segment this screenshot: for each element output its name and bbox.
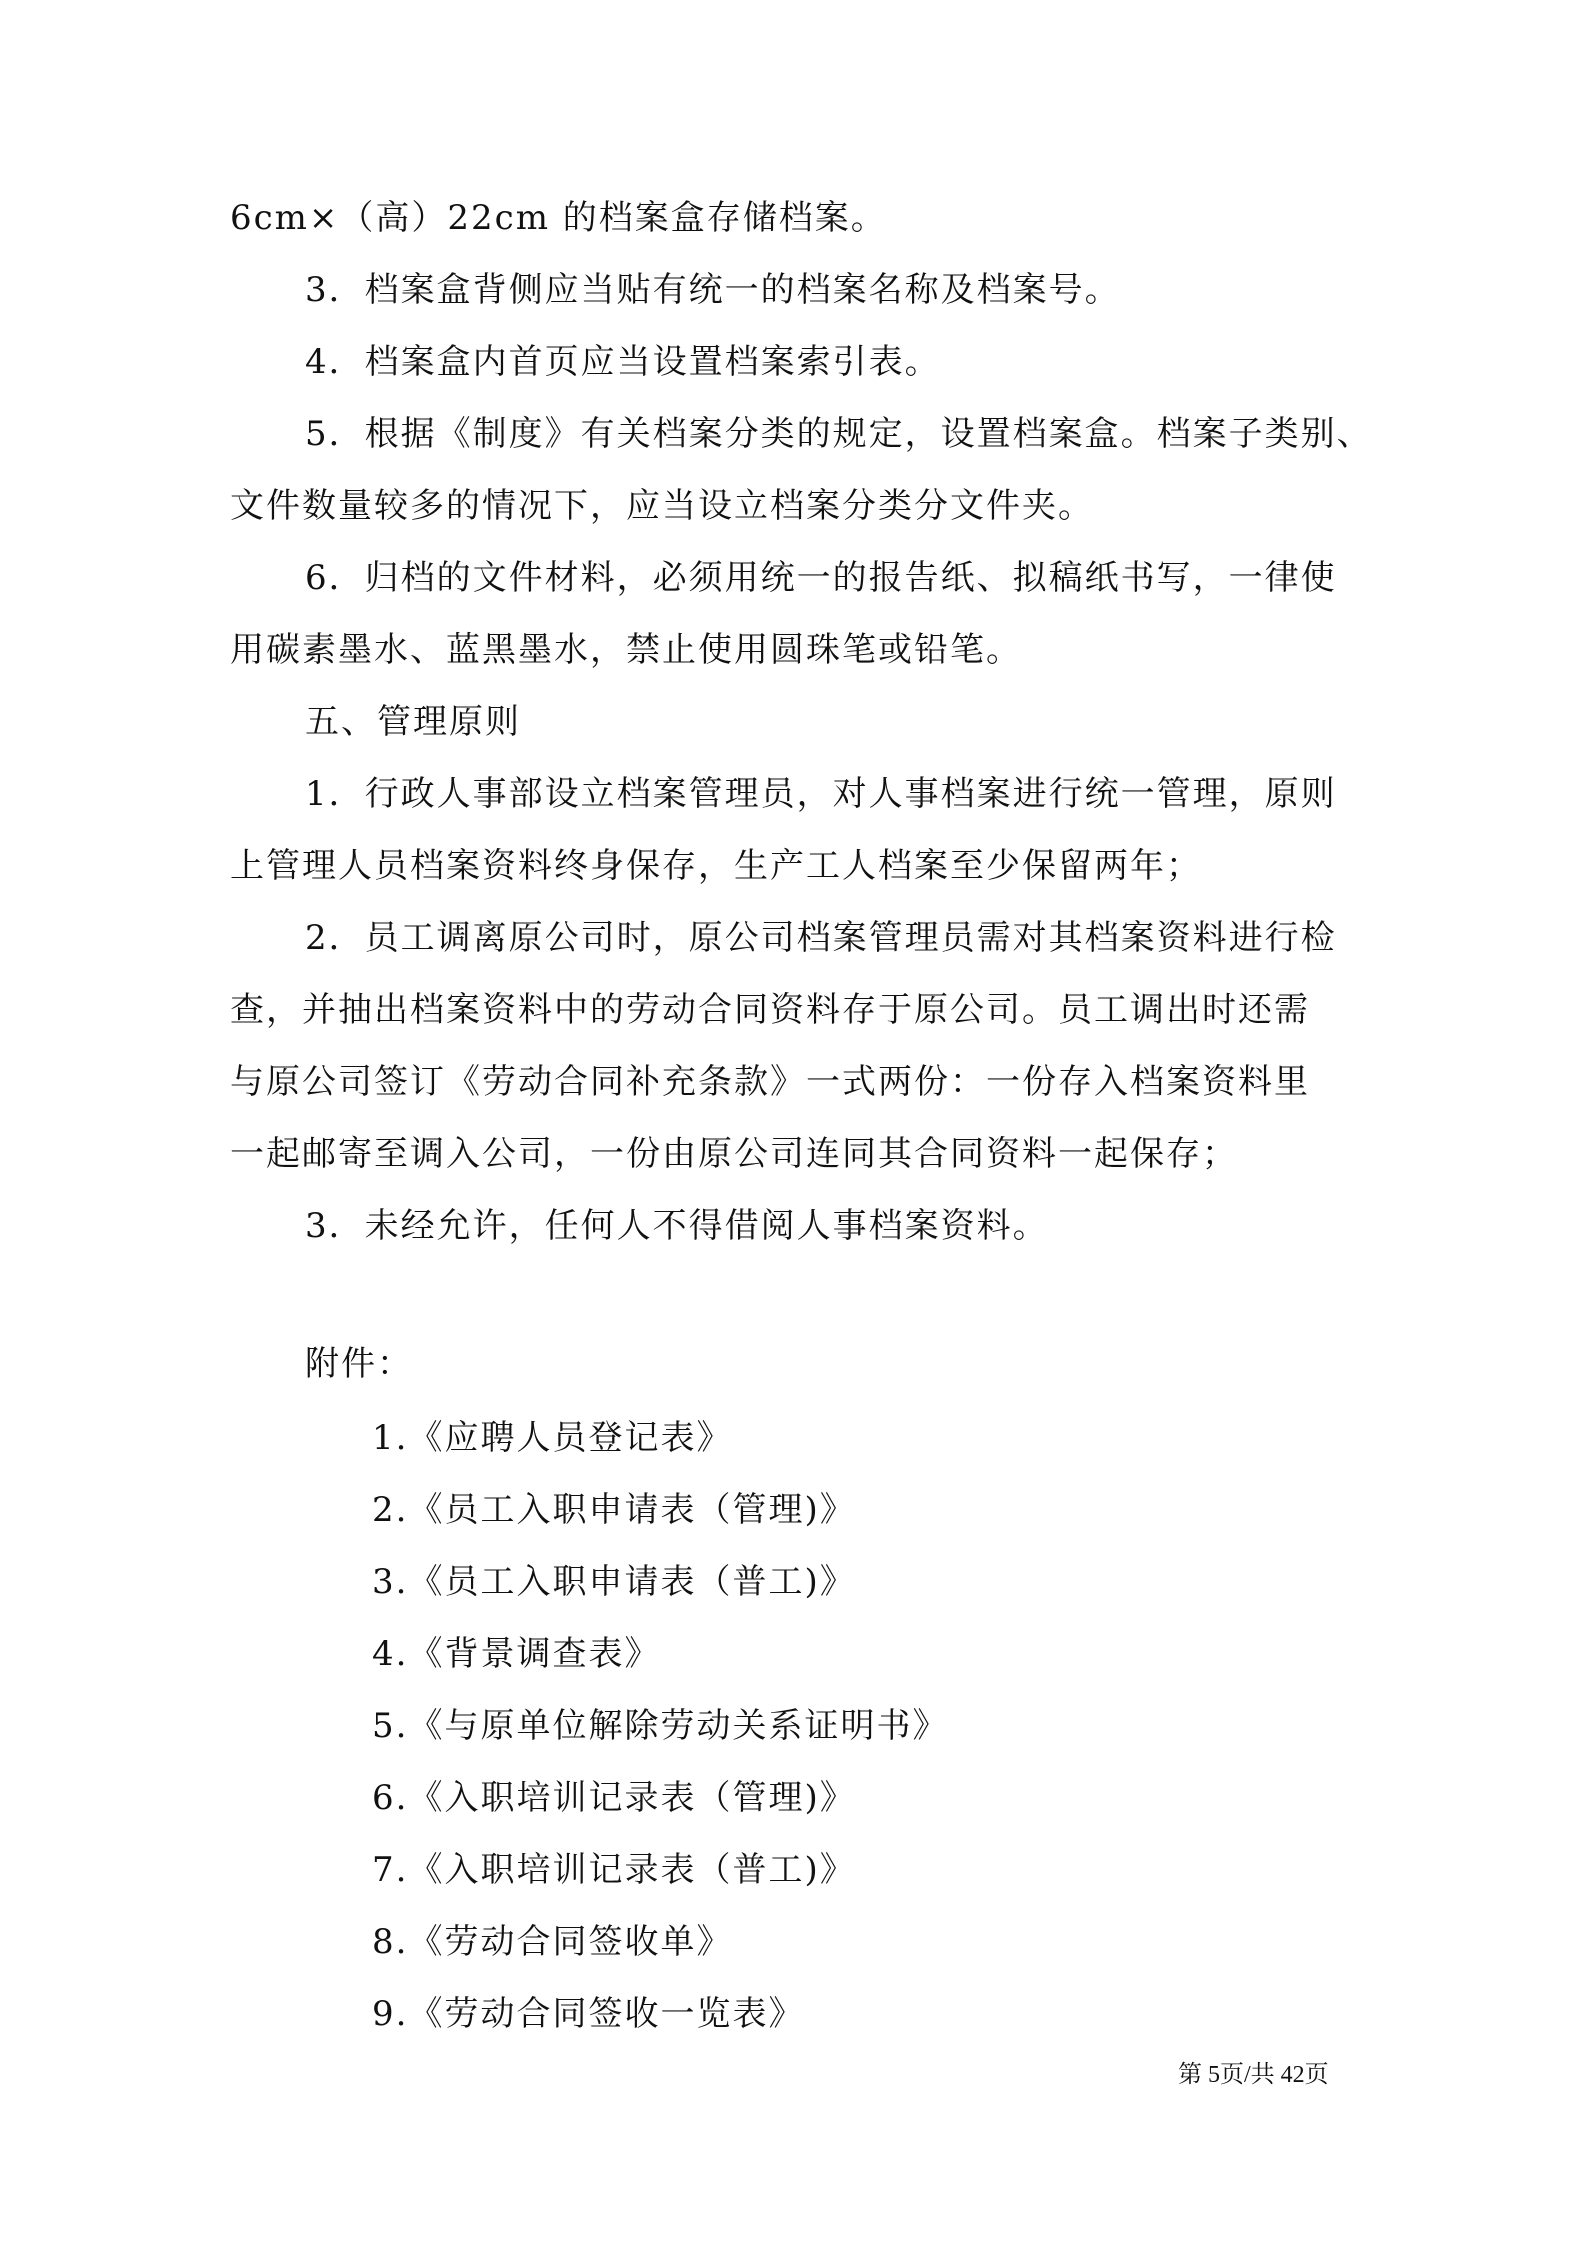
attachment-item: 1.《应聘人员登记表》 — [372, 1418, 733, 1458]
attachment-item: 4.《背景调查表》 — [372, 1634, 661, 1674]
paragraph-line: 一起邮寄至调入公司，一份由原公司连同其合同资料一起保存； — [230, 1134, 1238, 1174]
attachment-item: 7.《入职培训记录表（普工)》 — [372, 1850, 856, 1890]
attachments-label: 附件： — [305, 1344, 413, 1384]
paragraph-line: 文件数量较多的情况下，应当设立档案分类分文件夹。 — [230, 486, 1094, 526]
paragraph-line: 4．档案盒内首页应当设置档案索引表。 — [305, 342, 941, 382]
page-number-indicator: 第 5页/共 42页 — [1178, 2062, 1329, 2088]
paragraph-line: 5．根据《制度》有关档案分类的规定，设置档案盒。档案子类别、 — [305, 414, 1373, 454]
paragraph-line: 上管理人员档案资料终身保存，生产工人档案至少保留两年； — [230, 846, 1202, 886]
paragraph-line: 查，并抽出档案资料中的劳动合同资料存于原公司。员工调出时还需 — [230, 990, 1310, 1030]
paragraph-line: 2．员工调离原公司时，原公司档案管理员需对其档案资料进行检 — [305, 918, 1337, 958]
attachment-item: 2.《员工入职申请表（管理)》 — [372, 1490, 856, 1530]
paragraph-line: 6．归档的文件材料，必须用统一的报告纸、拟稿纸书写，一律使 — [305, 558, 1337, 598]
paragraph-line: 3．未经允许，任何人不得借阅人事档案资料。 — [305, 1206, 1049, 1246]
attachment-item: 3.《员工入职申请表（普工)》 — [372, 1562, 856, 1602]
paragraph-line: 与原公司签订《劳动合同补充条款》一式两份：一份存入档案资料里 — [230, 1062, 1310, 1102]
paragraph-line: 1．行政人事部设立档案管理员，对人事档案进行统一管理，原则 — [305, 774, 1337, 814]
paragraph-line: 3．档案盒背侧应当贴有统一的档案名称及档案号。 — [305, 270, 1121, 310]
attachment-item: 6.《入职培训记录表（管理)》 — [372, 1778, 856, 1818]
paragraph-line: 用碳素墨水、蓝黑墨水，禁止使用圆珠笔或铅笔。 — [230, 630, 1022, 670]
attachment-item: 8.《劳动合同签收单》 — [372, 1922, 733, 1962]
attachment-item: 9.《劳动合同签收一览表》 — [372, 1994, 805, 2034]
section-heading: 五、管理原则 — [305, 702, 521, 742]
attachment-item: 5.《与原单位解除劳动关系证明书》 — [372, 1706, 949, 1746]
paragraph-line: 6cm×（高）22cm 的档案盒存储档案。 — [230, 198, 887, 238]
